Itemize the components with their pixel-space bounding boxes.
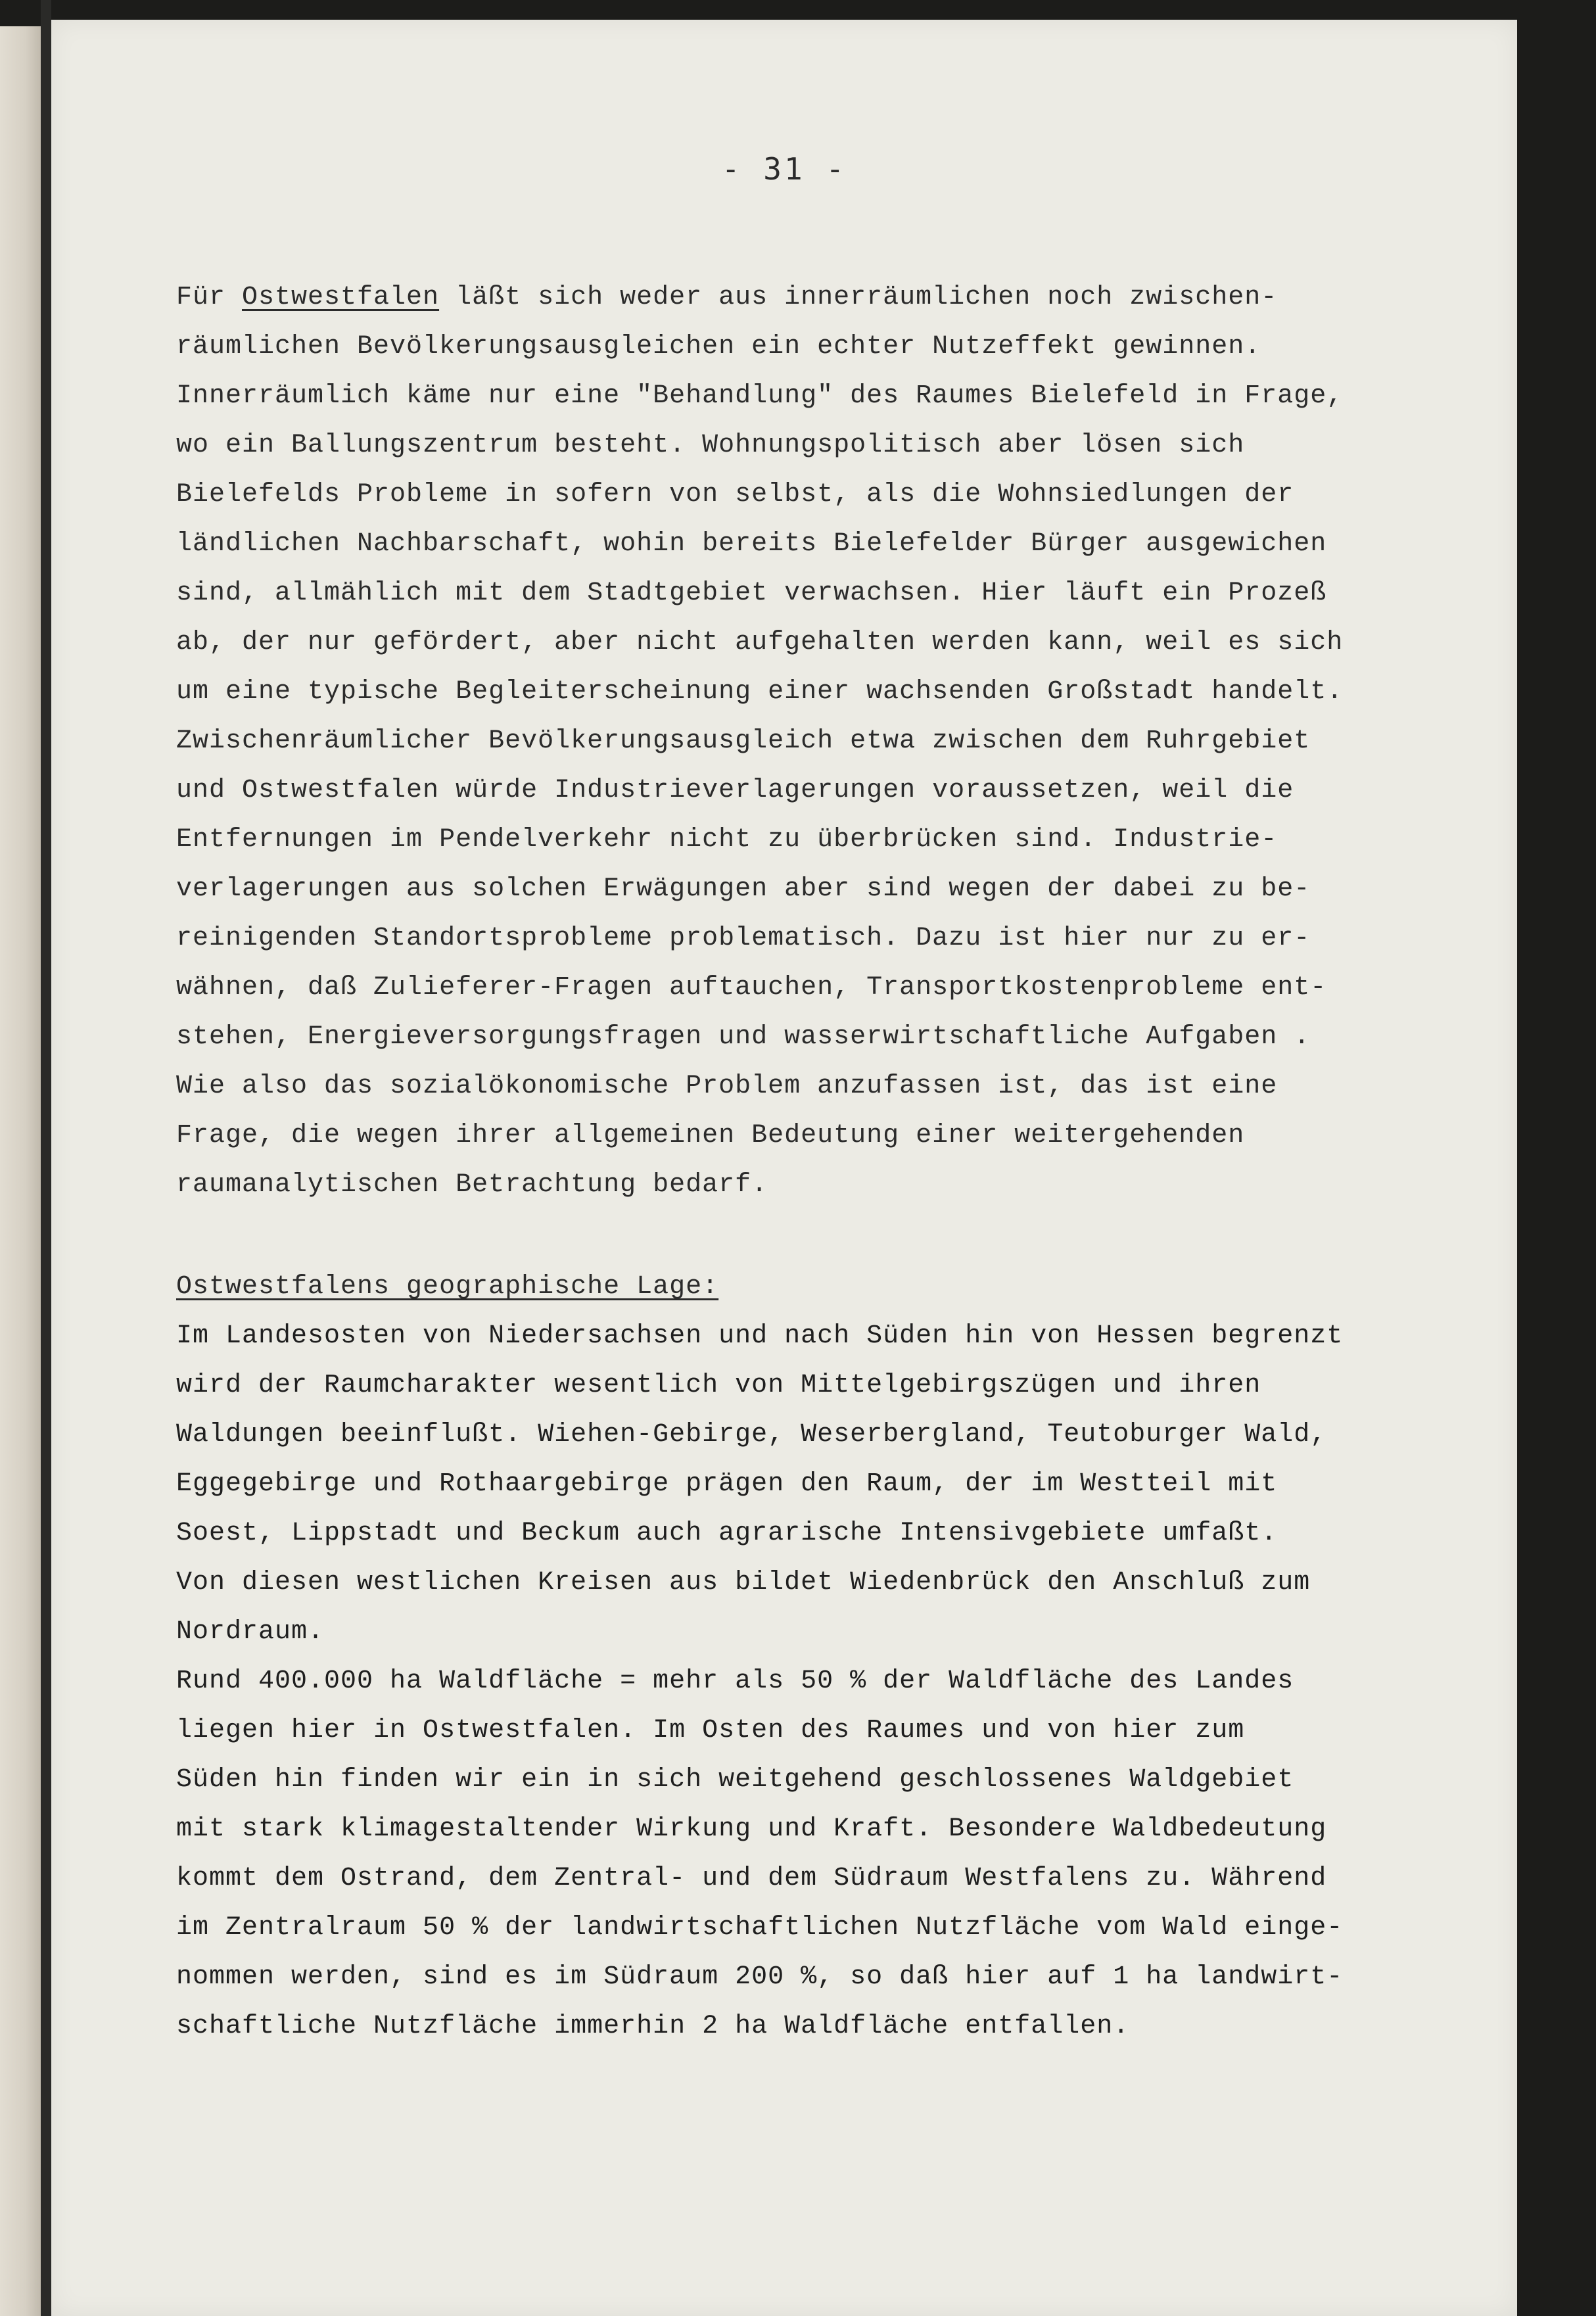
text-line: Nordraum. [176,1617,325,1647]
text-line: Innerräumlich käme nur eine "Behandlung" des Raumes Bielefeld in Frage, [176,381,1344,411]
text-line: schaftliche Nutzfläche immerhin 2 ha Waldfläche entfallen. [176,2012,1130,2041]
text-line: Süden hin finden wir ein in sich weitgehend geschlossenes Waldgebiet [176,1765,1294,1795]
book-gutter [41,0,51,2316]
section-heading-block [176,1262,1484,1312]
paragraph-1 [176,273,1484,1210]
text-line: Bielefelds Probleme in sofern von selbst, als die Wohnsiedlungen der [176,480,1294,509]
text-line: Wie also das sozialökonomische Problem anzufassen ist, das ist eine [176,1072,1278,1101]
text-line: Von diesen westlichen Kreisen aus bildet Wiedenbrück den Anschluß zum [176,1568,1311,1597]
book-spine-edge [0,26,46,2316]
text-line: sind, allmählich mit dem Stadtgebiet verwachsen. Hier läuft ein Prozeß [176,579,1327,608]
text-line: Entfernungen im Pendelverkehr nicht zu überbrücken sind. Industrie- [176,825,1278,855]
text-line: verlagerungen aus solchen Erwägungen aber sind wegen der dabei zu be- [176,874,1311,904]
text-line: Waldungen beeinflußt. Wiehen-Gebirge, Weserbergland, Teutoburger Wald, [176,1420,1327,1450]
text-line: ab, der nur gefördert, aber nicht aufgehalten werden kann, weil es sich [176,628,1344,657]
text-line: ländlichen Nachbarschaft, wohin bereits Bielefelder Bürger ausgewichen [176,529,1327,559]
section-heading: Ostwestfalens geographische Lage: [176,1272,719,1302]
text-line: Zwischenräumlicher Bevölkerungsausgleich etwa zwischen dem Ruhrgebiet [176,726,1311,756]
text-line: Soest, Lippstadt und Beckum auch agrarische Intensivgebiete umfaßt. [176,1519,1278,1548]
text-line: reinigenden Standortsprobleme problematisch. Dazu ist hier nur zu er- [176,924,1311,953]
line-prefix: Für [176,283,243,312]
text-line: nommen werden, sind es im Südraum 200 %, so daß hier auf 1 ha landwirt- [176,1962,1344,1992]
text-line: mit stark klimagestaltender Wirkung und Kraft. Besondere Waldbedeutung [176,1814,1327,1844]
paragraph-2 [176,1312,1484,2051]
text-line: Im Landesosten von Niedersachsen und nach Süden hin von Hessen begrenzt [176,1321,1344,1351]
paragraph-1-line-1 [176,273,1484,322]
text-line: räumlichen Bevölkerungsausgleichen ein echter Nutzeffekt gewinnen. [176,332,1261,362]
text-line: liegen hier in Ostwestfalen. Im Osten des Raumes und von hier zum [176,1716,1245,1745]
text-line: wird der Raumcharakter wesentlich von Mittelgebirgszügen und ihren [176,1371,1261,1400]
text-line: um eine typische Begleiterscheinung einer wachsenden Großstadt handelt. [176,677,1344,707]
text-line: stehen, Energieversorgungsfragen und wasserwirtschaftliche Aufgaben . [176,1022,1311,1052]
document-page [51,20,1517,2316]
text-line: im Zentralraum 50 % der landwirtschaftlichen Nutzfläche vom Wald einge- [176,1913,1344,1943]
underlined-term-ostwestfalen: Ostwestfalen [242,283,440,312]
text-line: wähnen, daß Zulieferer-Fragen auftauchen, Transportkostenprobleme ent- [176,973,1327,1003]
text-line: wo ein Ballungszentrum besteht. Wohnungspolitisch aber lösen sich [176,431,1245,460]
text-line: Rund 400.000 ha Waldfläche = mehr als 50 % der Waldfläche des Landes [176,1666,1294,1696]
line-rest: läßt sich weder aus innerräumlichen noch zwischen- [439,283,1278,312]
page-number: - 31 - [721,151,847,187]
text-line: raumanalytischen Betrachtung bedarf. [176,1170,768,1200]
text-line: Eggegebirge und Rothaargebirge prägen den Raum, der im Westteil mit [176,1469,1278,1499]
text-line: und Ostwestfalen würde Industrieverlagerungen voraussetzen, weil die [176,776,1294,805]
text-line: kommt dem Ostrand, dem Zentral- und dem Südraum Westfalens zu. Während [176,1864,1327,1893]
text-line: Frage, die wegen ihrer allgemeinen Bedeutung einer weitergehenden [176,1121,1245,1150]
